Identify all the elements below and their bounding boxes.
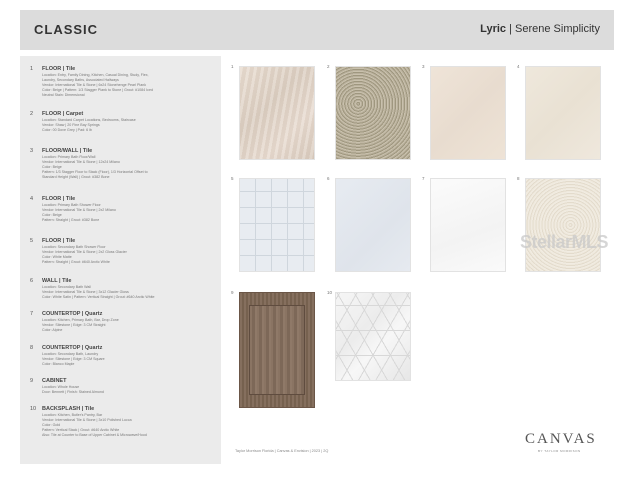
spec-detail-line: Location: Whole House: [42, 385, 80, 389]
spec-title: WALL | Tile: [42, 278, 72, 284]
spec-detail-line: Location: Entry, Family Dining, Kitchen, Casual Dining, Study, Flex,: [42, 73, 149, 77]
tile-swatch: [239, 178, 315, 272]
spec-detail-line: Vendor: International Tile & Stone | 6x24 Stonehenge Pearl Plank: [42, 83, 147, 87]
swatch-number: 5: [231, 176, 234, 181]
spec-detail-line: Vendor: Shaw | 20 Fine Bay Springs: [42, 123, 100, 127]
spec-detail-line: Color: Beige | Pattern: 1/3 Stagger Plank to Stone | Grout: #1084 Iced: [42, 88, 153, 92]
canvas-logo: CANVAS: [525, 431, 597, 447]
canvas-logo-tagline: BY TAYLOR MORRISON: [538, 449, 581, 453]
carpet-swatch: [335, 66, 411, 160]
swatch-number: 8: [517, 176, 520, 181]
tile-swatch: [239, 66, 315, 160]
swatch-number: 10: [327, 290, 333, 295]
spec-detail-line: Location: Secondary Bath Shower Floor: [42, 245, 106, 249]
spec-number: 5: [30, 238, 34, 244]
spec-detail-line: Vendor: Silestone | Edge: 3 CM Square: [42, 357, 105, 361]
swatch-number: 6: [327, 176, 330, 181]
spec-detail-line: Color: White Matte: [42, 255, 72, 259]
spec-detail-line: Color: Gold: [42, 423, 61, 427]
spec-title: COUNTERTOP | Quartz: [42, 345, 103, 351]
spec-detail-line: Pattern: Straight | Grout: #382 Bone: [42, 218, 100, 222]
spec-detail-line: Location: Secondary Bath Wall: [42, 285, 92, 289]
spec-title: BACKSPLASH | Tile: [42, 406, 95, 412]
collection-title: [480, 23, 600, 35]
collection-name: Lyric: [480, 23, 507, 35]
spec-detail-line: Color: 00 Dove Grey | Pad: 6 lb: [42, 128, 92, 132]
collection-separator: |: [509, 23, 512, 35]
spec-title: COUNTERTOP | Quartz: [42, 311, 103, 317]
quartz-swatch: [525, 178, 601, 272]
tile-swatch: [430, 66, 506, 160]
swatch-number: 3: [422, 64, 425, 69]
spec-number: 4: [30, 196, 34, 202]
backsplash-swatch: [335, 292, 411, 381]
swatch-number: 2: [327, 64, 330, 69]
tile-swatch: [335, 178, 411, 272]
cabinet-swatch: [239, 292, 315, 408]
spec-detail-line: Neutral Stain: Dimensional: [42, 93, 85, 97]
spec-detail-line: Vendor: International Tile & Stone | 12x24 Milano: [42, 160, 120, 164]
spec-detail-line: Vendor: Silestone | Edge: 3 CM Straight: [42, 323, 106, 327]
spec-detail-line: Also: Tile at Counter to Base of Upper Cabinet & Microwave/Hood: [42, 433, 147, 437]
spec-detail-line: Vendor: International Tile & Stone | 3x10 Polished Lucca: [42, 418, 132, 422]
spec-sidebar: [20, 56, 221, 464]
spec-number: 1: [30, 66, 34, 72]
spec-detail-line: Location: Kitchen, Primary Bath, Bar, Drop Zone: [42, 318, 119, 322]
swatch-number: 1: [231, 64, 234, 69]
swatch-number: 9: [231, 290, 234, 295]
tile-swatch: [525, 66, 601, 160]
swatch-number: 7: [422, 176, 425, 181]
spec-title: FLOOR | Carpet: [42, 111, 84, 117]
spec-detail-line: Pattern: Vertical Stack | Grout: #640 Arctic White: [42, 428, 120, 432]
spec-detail-line: Laundry, Secondary Baths, Associated Hallways: [42, 78, 119, 82]
spec-detail-line: Location: Secondary Bath, Laundry: [42, 352, 99, 356]
spec-number: 8: [30, 345, 34, 351]
cabinet-panel: [249, 305, 305, 395]
spec-detail-line: Vendor: International Tile & Stone | 3x12 Glacier Gloss: [42, 290, 129, 294]
spec-detail-line: Color: Alpine: [42, 328, 63, 332]
spec-number: 9: [30, 378, 34, 384]
spec-detail-line: Location: Primary Bath Floor/Wall: [42, 155, 96, 159]
spec-number: 3: [30, 148, 34, 154]
spec-number: 7: [30, 311, 34, 317]
spec-detail-line: Location: Standard Carpet Locations, Bedrooms, Staircase: [42, 118, 136, 122]
spec-detail-line: Color: Beige: [42, 213, 62, 217]
spec-title: FLOOR | Tile: [42, 66, 76, 72]
quartz-swatch: [430, 178, 506, 272]
page-header: [20, 10, 614, 50]
mls-watermark: StellarMLS: [520, 232, 609, 252]
spec-detail-line: Color: White Satin | Pattern: Vertical Straight | Grout: #640 Arctic White: [42, 295, 155, 299]
spec-detail-line: Location: Kitchen, Butler's Pantry, Bar: [42, 413, 103, 417]
spec-number: 10: [30, 406, 37, 412]
spec-detail-line: Location: Primary Bath Shower Floor: [42, 203, 101, 207]
spec-detail-line: Door: Bennett | Finish: Stained Almond: [42, 390, 104, 394]
spec-title: FLOOR/WALL | Tile: [42, 148, 93, 154]
collection-subtitle: Serene Simplicity: [515, 23, 600, 35]
spec-detail-line: Standard Height (Wall) | Grout: #382 Bone: [42, 175, 110, 179]
spec-detail-line: Color: Beige: [42, 165, 62, 169]
brand-title: CLASSIC: [34, 22, 99, 37]
spec-title: FLOOR | Tile: [42, 238, 76, 244]
footer-note: Taylor Morrison Florida | Canvas & Envision | 2023 | 2Q: [235, 449, 329, 453]
swatch-number: 4: [517, 64, 520, 69]
spec-detail-line: Pattern: Straight | Grout: #640 Arctic White: [42, 260, 110, 264]
spec-number: 6: [30, 278, 34, 284]
spec-detail-line: Vendor: International Tile & Stone | 2x2 Gloss Glacier: [42, 250, 127, 254]
spec-detail-line: Vendor: International Tile & Stone | 2x2 Milano: [42, 208, 116, 212]
spec-detail-line: Pattern: 1/3 Stagger Floor to Stack (Floor), 1/3 Horizontal Offset to: [42, 170, 148, 174]
spec-title: CABINET: [42, 378, 67, 384]
spec-number: 2: [30, 111, 34, 117]
spec-title: FLOOR | Tile: [42, 196, 76, 202]
spec-detail-line: Color: Blanco Maple: [42, 362, 75, 366]
